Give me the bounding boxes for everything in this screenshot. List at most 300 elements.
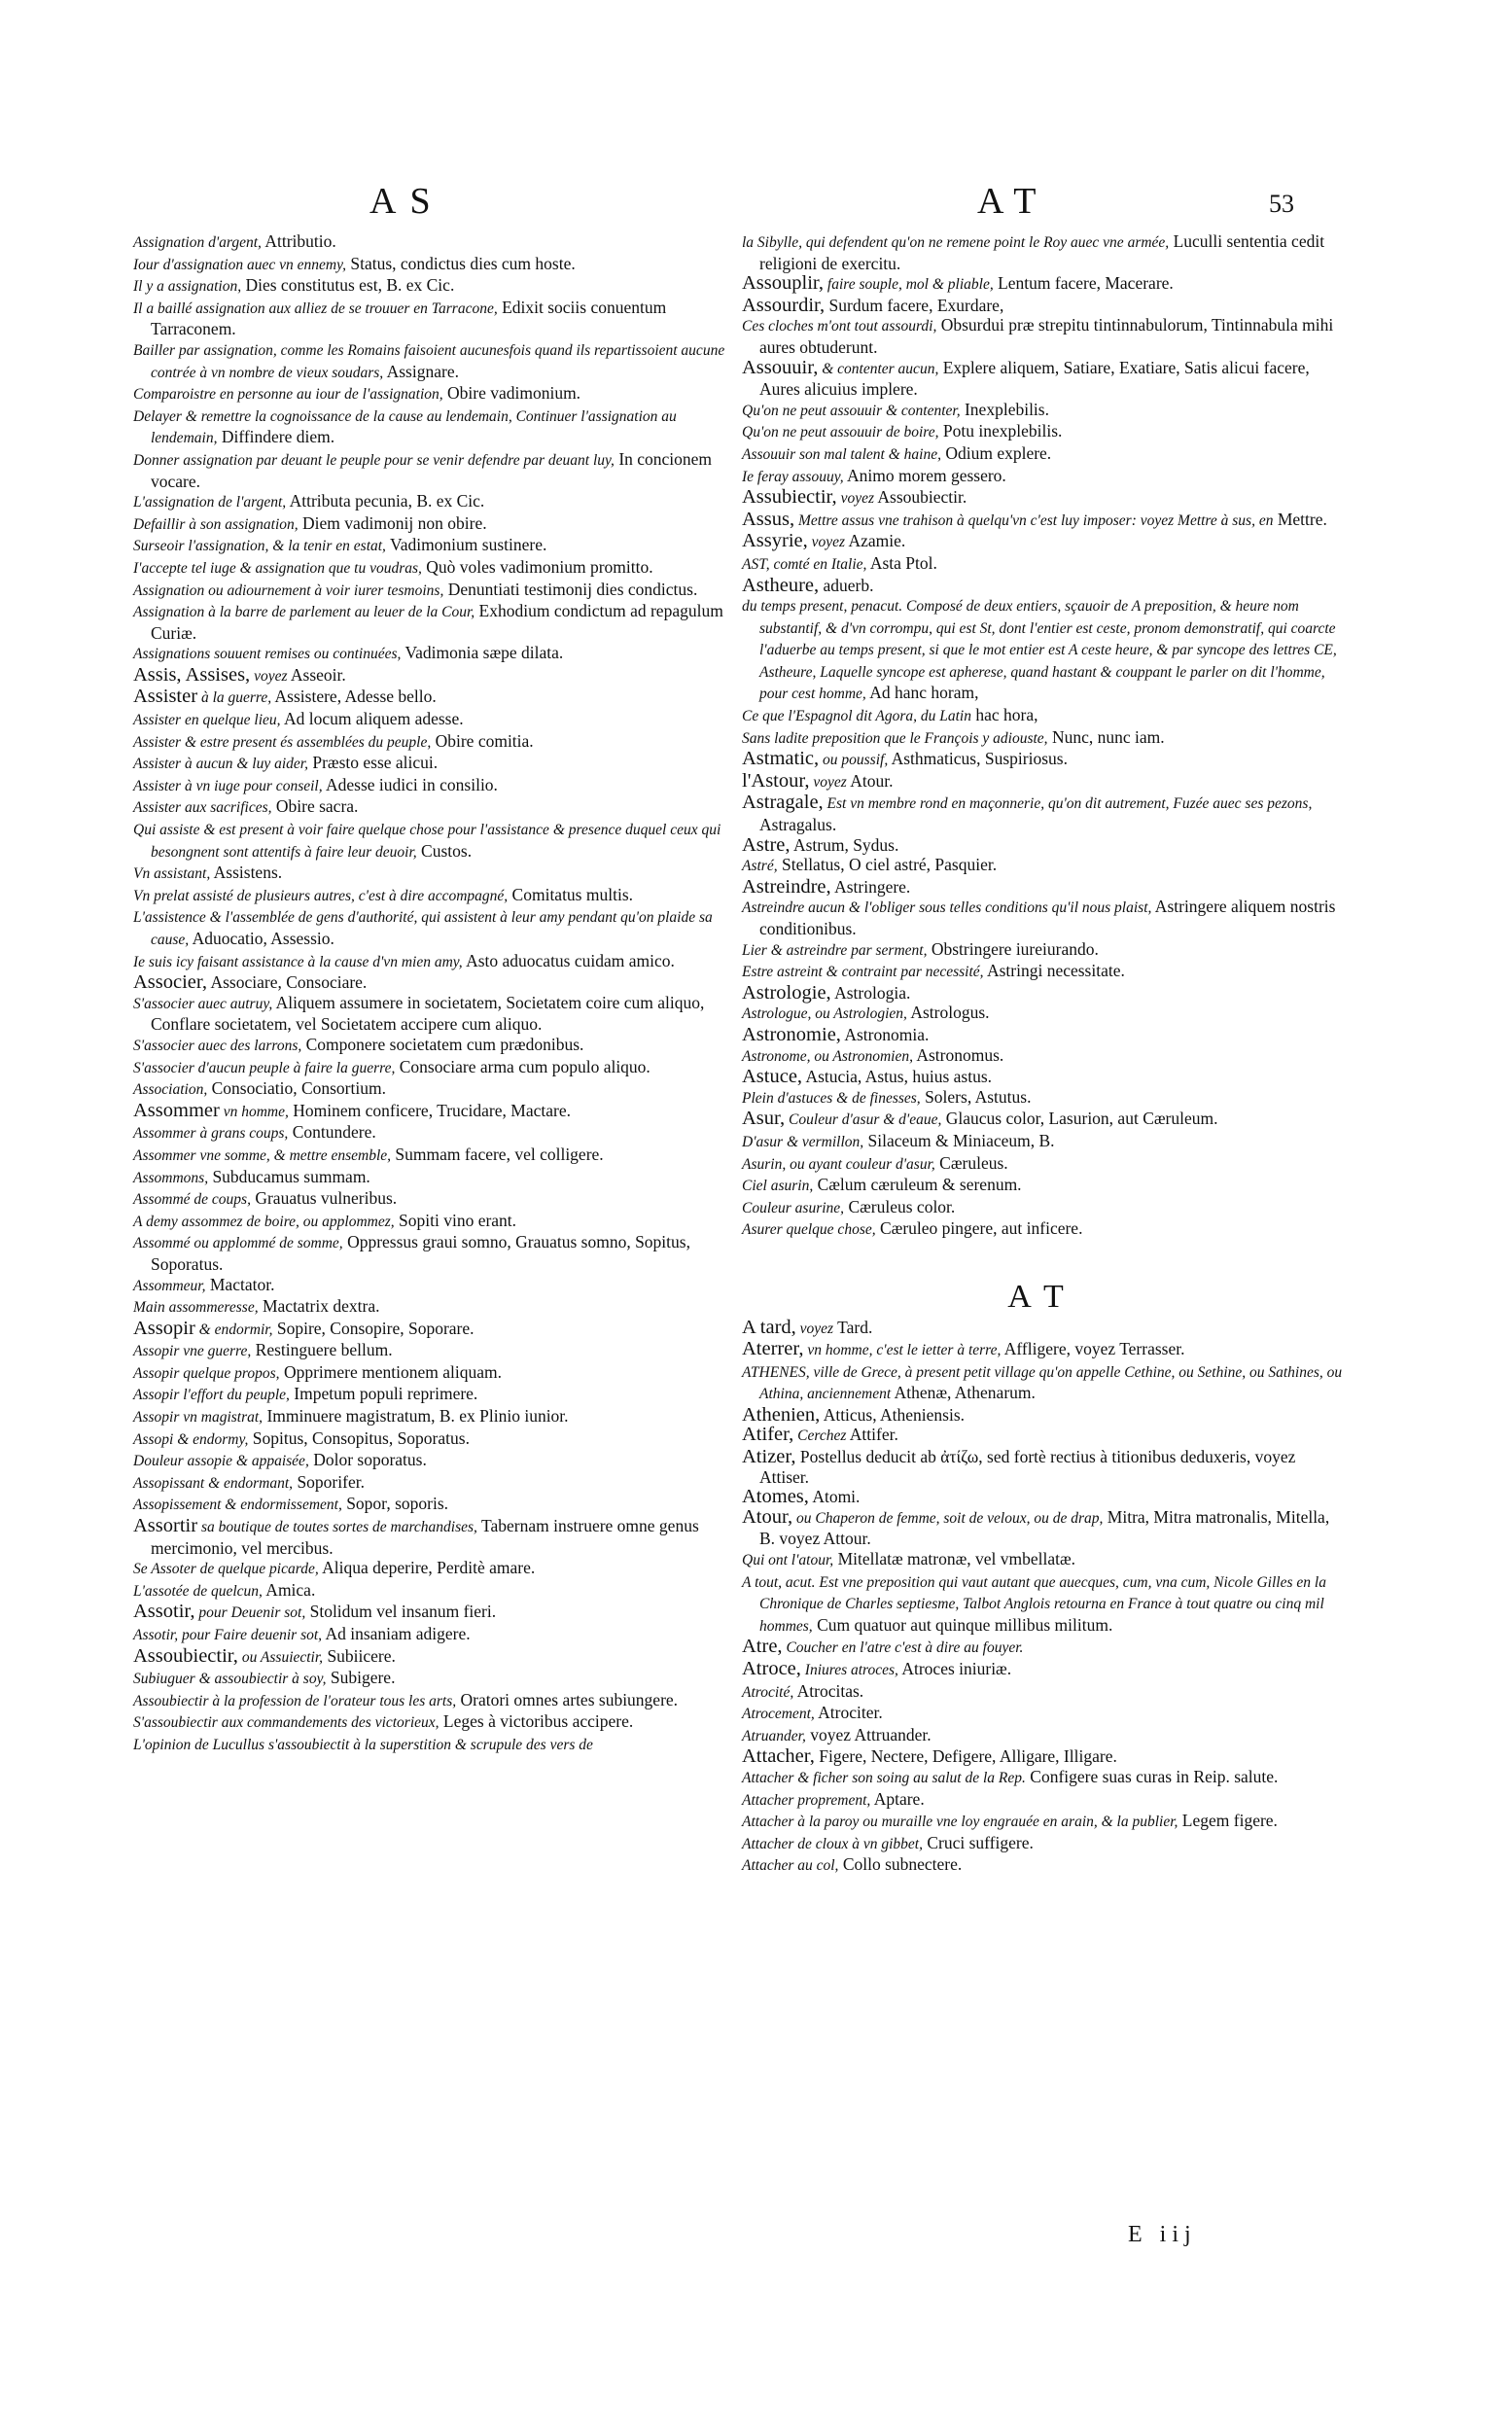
entry-french-gloss: ATHENES, ville de Grece, à present petit village qu'on appelle Cethine, ou Sethine, ou Sathines, ou Athina, anciennement [742, 1363, 1343, 1403]
entry-latin-equivalent: Custos. [416, 840, 473, 861]
entry-french-gloss: Assister à vn iuge pour conseil, [133, 777, 323, 794]
dictionary-entry [133, 1362, 736, 1385]
entry-french-gloss: Astronome, ou Astronomien, [742, 1047, 913, 1065]
entry-french-gloss: Assopi & endormy, [133, 1430, 249, 1448]
entry-french-gloss: Plein d'astuces & de finesses, [742, 1089, 921, 1107]
entry-french-gloss: Coucher en l'atre c'est à dire au fouyer. [782, 1639, 1024, 1657]
entry-latin-equivalent: Dies constitutus est, B. ex Cic. [241, 275, 455, 296]
entry-latin-equivalent: Exhodium condictum ad repagulum Curiæ. [151, 601, 723, 643]
right-column-heading: AT [977, 181, 1050, 222]
dictionary-entry [133, 1296, 736, 1319]
entry-latin-equivalent: Assignare. [383, 361, 459, 381]
entry-french-gloss: S'associer auec des larrons, [133, 1037, 302, 1054]
dictionary-entry [742, 1571, 1345, 1638]
entry-french-gloss: & endormir, [194, 1321, 273, 1338]
entry-latin-equivalent: Asta Ptol. [866, 552, 937, 573]
entry-french-gloss: Assoubiectir à la profession de l'orateur tous les arts, [133, 1692, 457, 1709]
entry-french-gloss: Attacher de cloux à vn gibbet, [742, 1835, 923, 1852]
entry-latin-equivalent: Componere societatem cum prædonibus. [301, 1034, 584, 1054]
dictionary-entry [133, 1450, 736, 1472]
entry-french-gloss: Assignation ou adiournement à voir iurer tesmoins, [133, 581, 444, 599]
dictionary-entry [742, 510, 1345, 532]
dictionary-entry [742, 466, 1345, 488]
dictionary-entry [742, 1025, 1345, 1045]
entry-latin-equivalent: Dolor soporatus. [308, 1450, 427, 1470]
dictionary-entry [133, 405, 736, 449]
entry-latin-equivalent: Cæruleus. [934, 1152, 1008, 1173]
entry-headword: Atour, [742, 1505, 793, 1528]
entry-latin-equivalent: Astrum, Sydus. [790, 834, 899, 855]
entry-latin-equivalent: Mactatrix dextra. [258, 1296, 380, 1317]
dictionary-entry [133, 557, 736, 580]
entry-french-gloss: Assignation d'argent, [133, 234, 262, 251]
entry-latin-equivalent: Obstringere iureiurando. [927, 938, 1099, 959]
entry-headword: Astreindre, [742, 875, 831, 898]
entry-latin-equivalent: Hominem conficere, Trucidare, Mactare. [288, 1100, 571, 1120]
entry-latin-equivalent: Obire comitia. [431, 730, 534, 751]
entry-french-gloss: pour Deuenir sot, [194, 1604, 306, 1622]
entry-latin-equivalent: Potu inexplebilis. [938, 421, 1063, 441]
dictionary-entry [742, 1487, 1345, 1507]
entry-french-gloss: Assommeur, [133, 1277, 206, 1294]
entry-french-gloss: Il y a assignation, [133, 278, 242, 296]
entry-latin-equivalent: Astringi necessitate. [983, 961, 1125, 981]
entry-french-gloss: Attacher proprement, [742, 1791, 871, 1809]
dictionary-entry [742, 727, 1345, 750]
entry-latin-equivalent: Sopire, Consopire, Soporare. [272, 1318, 475, 1338]
entry-latin-equivalent: Sopitus, Consopitus, Soporatus. [248, 1427, 470, 1448]
entry-french-gloss: faire souple, mol & pliable, [824, 276, 994, 294]
entry-latin-equivalent: Solers, Astutus. [920, 1086, 1032, 1107]
dictionary-entry [133, 731, 736, 754]
entry-latin-equivalent: Silaceum & Miniaceum, B. [863, 1130, 1055, 1150]
entry-latin-equivalent: Inexplebilis. [960, 399, 1049, 419]
entry-latin-equivalent: Aduocatio, Assessio. [189, 929, 334, 948]
dictionary-entry [742, 1637, 1345, 1659]
dictionary-entry [133, 1122, 736, 1145]
entry-latin-equivalent: Mitellatæ matronæ, vel vmbellatæ. [833, 1549, 1076, 1569]
entry-french-gloss: Assopissement & endormissement, [133, 1497, 342, 1514]
entry-latin-equivalent: Atomi. [808, 1487, 861, 1507]
entry-latin-equivalent: Glaucus color, Lasurion, aut Cæruleum. [941, 1109, 1218, 1129]
entry-latin-equivalent: Aptare. [870, 1788, 925, 1809]
entry-french-gloss: Astré, [742, 858, 778, 875]
entry-latin-equivalent: Configere suas curas in Reip. salute. [1025, 1766, 1279, 1786]
entry-latin-equivalent: Mitra, Mitra matronalis, Mitella, B. voyez Attour. [759, 1506, 1330, 1549]
dictionary-entry [133, 665, 736, 687]
dictionary-entry [133, 1668, 736, 1690]
dictionary-entry [133, 1101, 736, 1123]
entry-french-gloss: Attacher au col, [742, 1857, 839, 1875]
dictionary-entry [133, 231, 736, 254]
entry-french-gloss: I'accepte tel iuge & assignation que tu voudras, [133, 559, 422, 577]
entry-latin-equivalent: Atrocitas. [793, 1680, 864, 1701]
dictionary-entry [742, 961, 1345, 983]
entry-french-gloss: Qui ont l'atour, [742, 1552, 834, 1569]
entry-french-gloss: voyez [809, 773, 847, 791]
entry-french-gloss: Atruander, [742, 1727, 806, 1744]
left-column-heading: AS [369, 181, 444, 222]
dictionary-entry [742, 793, 1345, 834]
dictionary-entry [133, 1558, 736, 1580]
dictionary-entry [742, 877, 1345, 898]
dictionary-entry [742, 400, 1345, 422]
entry-french-gloss: du temps present, penacut. Composé de deux entiers, sçauoir de A preposition, & heure nom substantif, & d'vn corrompu, qui est St, dont l'entier est ceste, pronom demonstratif, qui coarcte l'aduerbe au temps present, si que le mot entier est A ceste heure, & par syncope des lettres CE, Astheure, Laquelle syncope est apherese, quand hastant & couppant le parler on dit l'homme, pour cest homme, [742, 598, 1337, 703]
entry-headword: Assister [133, 686, 198, 708]
entry-french-gloss: Attacher à la paroy ou muraille vne loy engrauée en arain, & la publier, [742, 1814, 1178, 1831]
dictionary-entry [742, 273, 1345, 296]
entry-latin-equivalent: Aliqua deperire, Perditè amare. [318, 1558, 536, 1578]
dictionary-entry [133, 1188, 736, 1211]
dictionary-entry [133, 1211, 736, 1233]
dictionary-entry [133, 1494, 736, 1516]
dictionary-entry [742, 1681, 1345, 1704]
entry-latin-equivalent: Astragalus. [759, 815, 837, 835]
entry-french-gloss: Ciel asurin, [742, 1178, 814, 1195]
dictionary-entry [742, 1405, 1345, 1426]
entry-french-gloss: Assopir vne guerre, [133, 1343, 252, 1360]
dictionary-entry [742, 1067, 1345, 1087]
dictionary-entry [742, 553, 1345, 576]
entry-headword: Associer, [133, 971, 208, 994]
dictionary-entry [133, 687, 736, 709]
dictionary-entry [742, 1833, 1345, 1855]
dictionary-entry [133, 906, 736, 950]
entry-french-gloss: Atrocité, [742, 1683, 794, 1701]
entry-latin-equivalent: Impetum populi reprimere. [289, 1384, 478, 1404]
entry-french-gloss: Asurer quelque chose, [742, 1221, 876, 1239]
entry-french-gloss: Donner assignation par deuant le peuple pour se venir defendre par deuant luy, [133, 451, 615, 469]
entry-latin-equivalent: Figere, Nectere, Defigere, Alligare, Illigare. [814, 1746, 1117, 1767]
entry-latin-equivalent: Denuntiati testimonij dies condictus. [443, 579, 698, 599]
entry-latin-equivalent: Subiicere. [323, 1645, 396, 1666]
section-heading-at: AT [1007, 1278, 1079, 1315]
dictionary-entry [133, 1232, 736, 1274]
entry-latin-equivalent: aduerb. [819, 575, 874, 595]
dictionary-entry [742, 1854, 1345, 1877]
dictionary-entry [133, 513, 736, 536]
entry-french-gloss: Bailler par assignation, comme les Romains faisoient aucunesfois quand ils repartissoient aucune contrée à vn nombre de vieux soudars, [133, 341, 725, 381]
entry-french-gloss: vn homme, [219, 1103, 289, 1120]
entry-latin-equivalent: Collo subnectere. [838, 1854, 963, 1875]
entry-latin-equivalent: Aliquem assumere in societatem, Societatem coire cum aliquo, Conflare societatem, vel Societatem accipere cum aliquo. [151, 992, 705, 1035]
dictionary-entry [133, 1580, 736, 1603]
entry-headword: Atizer, [742, 1446, 796, 1468]
dictionary-entry [742, 443, 1345, 466]
entry-latin-equivalent: Astronomus. [912, 1044, 1004, 1065]
dictionary-entry [133, 298, 736, 339]
dictionary-entry [742, 1767, 1345, 1789]
dictionary-entry [133, 1711, 736, 1734]
entry-headword: l'Astour, [742, 769, 810, 792]
entry-french-gloss: AST, comté en Italie, [742, 555, 867, 573]
dictionary-entry [133, 1340, 736, 1362]
entry-french-gloss: Delayer & remettre la cognoissance de la cause au lendemain, Continuer l'assignation au lendemain, [133, 407, 677, 447]
entry-headword: Assis, Assises, [133, 663, 251, 686]
entry-latin-equivalent: Cæruleo pingere, aut inficere. [875, 1218, 1083, 1239]
entry-headword: Aterrer, [742, 1338, 804, 1360]
dictionary-entry [742, 1197, 1345, 1219]
entry-headword: Astragale, [742, 792, 824, 814]
entry-french-gloss: Iniures atroces, [800, 1662, 898, 1678]
dictionary-entry [742, 939, 1345, 962]
dictionary-entry [133, 1602, 736, 1624]
dictionary-entry [742, 705, 1345, 727]
entry-latin-equivalent: Asthmaticus, Suspiriosus. [888, 749, 1068, 769]
dictionary-entry [133, 1624, 736, 1646]
dictionary-entry [133, 993, 736, 1035]
entry-french-gloss: Subiuguer & assoubiectir à soy, [133, 1671, 327, 1688]
entry-french-gloss: Qu'on ne peut assouuir & contenter, [742, 402, 961, 419]
right-column-at-entries [742, 1318, 1345, 1877]
entry-french-gloss: voyez [836, 490, 874, 508]
entry-french-gloss: Assignation à la barre de parlement au leuer de la Cour, [133, 604, 475, 621]
dictionary-entry [742, 1725, 1345, 1747]
entry-headword: Atifer, [742, 1424, 794, 1446]
entry-french-gloss: Qui assiste & est present à voir faire quelque chose pour l'assistance & presence duquel ceux qui besongnent sont attentifs à faire leur deuoir, [133, 822, 721, 861]
entry-french-gloss: Comparoistre en personne au iour de l'assignation, [133, 386, 443, 404]
entry-latin-equivalent: Diffindere diem. [217, 427, 335, 447]
entry-latin-equivalent: Explere aliquem, Satiare, Exatiare, Satis alicui facere, Aures alicuius implere. [759, 357, 1310, 400]
entry-latin-equivalent: Attifer. [846, 1425, 898, 1445]
entry-headword: Assommer [133, 1099, 220, 1121]
entry-latin-equivalent: Nunc, nunc iam. [1047, 726, 1165, 747]
entry-latin-equivalent: Astrologia. [830, 982, 911, 1003]
dictionary-entry [742, 576, 1345, 596]
dictionary-entry [133, 1035, 736, 1057]
entry-latin-equivalent: Attributio. [261, 231, 336, 251]
entry-french-gloss: Assommé de coups, [133, 1191, 251, 1209]
signature-mark: E iij [1128, 2222, 1197, 2247]
entry-french-gloss: Assopissant & endormant, [133, 1474, 294, 1492]
entry-latin-equivalent: Astrologus. [906, 1003, 990, 1023]
entry-latin-equivalent: Astronomia. [840, 1024, 930, 1044]
dictionary-entry [133, 254, 736, 276]
entry-latin-equivalent: Imminuere magistratum, B. ex Plinio iunior. [263, 1406, 569, 1427]
entry-french-gloss: L'assistence & l'assemblée de gens d'authorité, qui assistent à leur amy pendant qu'on plaide sa cause, [133, 909, 713, 948]
entry-latin-equivalent: Cruci suffigere. [922, 1832, 1034, 1852]
dictionary-entry [742, 1218, 1345, 1241]
entry-latin-equivalent: Subducamus summam. [208, 1166, 370, 1186]
dictionary-entry [133, 275, 736, 298]
entry-latin-equivalent: Cælum cæruleum & serenum. [813, 1175, 1022, 1195]
dictionary-entry [742, 1425, 1345, 1447]
entry-latin-equivalent: Soporifer. [293, 1471, 365, 1492]
dictionary-entry [133, 1078, 736, 1101]
entry-latin-equivalent: Oratori omnes artes subiungere. [456, 1689, 679, 1709]
entry-latin-equivalent: Præsto esse alicui. [307, 753, 439, 773]
entry-french-gloss: Estre astreint & contraint par necessité, [742, 964, 984, 981]
dictionary-entry [742, 1703, 1345, 1725]
entry-french-gloss: L'assotée de quelcun, [133, 1582, 263, 1600]
entry-latin-equivalent: Lentum facere, Macerare. [993, 273, 1174, 294]
dictionary-entry [742, 487, 1345, 510]
dictionary-entry [133, 753, 736, 775]
entry-french-gloss: Ce que l'Espagnol dit Agora, du Latin [742, 708, 971, 725]
dictionary-entry [742, 1361, 1345, 1405]
dictionary-entry [133, 1275, 736, 1297]
entry-french-gloss: Assopir vn magistrat, [133, 1409, 264, 1427]
dictionary-entry [133, 885, 736, 907]
dictionary-entry [133, 1319, 736, 1341]
entry-headword: Assopir [133, 1317, 195, 1339]
entry-french-gloss: Ie suis icy faisant assistance à la cause d'vn mien amy, [133, 953, 463, 970]
entry-latin-equivalent: Assistere, Adesse bello. [271, 687, 437, 707]
entry-latin-equivalent: Azamie. [845, 531, 906, 551]
entry-latin-equivalent: Amica. [262, 1579, 316, 1600]
entry-latin-equivalent: Summam facere, vel colligere. [391, 1144, 604, 1164]
entry-latin-equivalent: Legem figere. [1178, 1811, 1278, 1831]
entry-headword: A tard, [742, 1316, 796, 1338]
entry-headword: Attacher, [742, 1745, 815, 1768]
running-header [0, 180, 1512, 238]
entry-headword: Assyrie, [742, 530, 808, 552]
entry-french-gloss: S'associer d'aucun peuple à faire la guerre, [133, 1059, 396, 1076]
entry-french-gloss: la Sibylle, qui defendent qu'on ne remene point le Roy auec vne armée, [742, 234, 1170, 251]
dictionary-entry [133, 775, 736, 797]
entry-french-gloss: ou Chaperon de femme, soit de veloux, ou de drap, [792, 1509, 1104, 1527]
entry-latin-equivalent: Assistens. [210, 863, 283, 883]
entry-latin-equivalent: Adesse iudici in consilio. [322, 774, 498, 794]
entry-french-gloss: L'opinion de Lucullus s'assoubiectit à la superstition & scrupule des vers de [133, 1736, 593, 1753]
dictionary-entry [742, 1003, 1345, 1025]
entry-latin-equivalent: Luculli sententia cedit religioni de exercitu. [759, 231, 1325, 273]
right-column-as-entries [742, 231, 1345, 1241]
entry-french-gloss: Se Assoter de quelque picarde, [133, 1561, 319, 1578]
entry-headword: Assourdir, [742, 294, 826, 316]
entry-french-gloss: voyez [807, 534, 846, 551]
entry-french-gloss: Assister à aucun & luy aider, [133, 756, 308, 773]
entry-french-gloss: Assotir, pour Faire deuenir sot, [133, 1627, 323, 1643]
entry-latin-equivalent: Atroces iniuriæ. [897, 1659, 1012, 1678]
entry-latin-equivalent: Diem vadimonij non obire. [298, 512, 487, 533]
dictionary-entry [133, 601, 736, 643]
entry-latin-equivalent: Atrociter. [814, 1703, 883, 1723]
dictionary-entry [742, 1507, 1345, 1549]
entry-latin-equivalent: Stellatus, O ciel astré, Pasquier. [777, 855, 998, 875]
dictionary-entry [742, 1175, 1345, 1197]
entry-latin-equivalent: In concionem vocare. [151, 448, 713, 491]
entry-french-gloss: S'associer auec autruy, [133, 995, 273, 1012]
entry-french-gloss: Il a baillé assignation aux alliez de se trouuer en Tarracone, [133, 299, 498, 317]
entry-french-gloss: A demy assommez de boire, ou applommez, [133, 1213, 395, 1230]
dictionary-entry [133, 951, 736, 973]
dictionary-entry [133, 535, 736, 557]
right-column [742, 231, 1345, 1877]
entry-latin-equivalent: hac hora, [970, 705, 1038, 725]
entry-french-gloss: Attacher & ficher son soing au salut de la Rep. [742, 1769, 1026, 1786]
entry-headword: Assotir, [133, 1601, 195, 1623]
entry-french-gloss: Vn prelat assisté de plusieurs autres, c'est à dire accompagné, [133, 887, 509, 904]
entry-latin-equivalent: Sopiti vino erant. [394, 1210, 517, 1230]
entry-latin-equivalent: Vadimonium sustinere. [385, 535, 547, 555]
entry-latin-equivalent: Status, condictus dies cum hoste. [345, 253, 576, 273]
dictionary-entry [742, 835, 1345, 856]
entry-latin-equivalent: Atticus, Atheniensis. [820, 1404, 966, 1425]
entry-latin-equivalent: Grauatus vulneribus. [250, 1188, 398, 1209]
entry-french-gloss: Sans ladite preposition que le François y adiouste, [742, 729, 1048, 747]
dictionary-entry [742, 358, 1345, 400]
dictionary-entry [742, 315, 1345, 357]
entry-french-gloss: Qu'on ne peut assouuir de boire, [742, 424, 939, 441]
entry-latin-equivalent: Opprimere mentionem aliquam. [279, 1361, 502, 1382]
dictionary-entry [742, 595, 1345, 705]
entry-french-gloss: Est vn membre rond en maçonnerie, qu'on dit autrement, Fuzée auec ses pezons, [823, 795, 1313, 813]
entry-french-gloss: Ie feray assouuy, [742, 468, 844, 485]
dictionary-entry [133, 1145, 736, 1167]
entry-french-gloss: Defaillir à son assignation, [133, 515, 299, 533]
entry-headword: Assouuir, [742, 356, 819, 378]
entry-latin-equivalent: Leges à victoribus accipere. [439, 1711, 634, 1732]
entry-latin-equivalent: Attributa pecunia, B. ex Cic. [286, 491, 485, 511]
entry-headword: Astmatic, [742, 748, 820, 770]
dictionary-entry [742, 1549, 1345, 1571]
entry-latin-equivalent: Stolidum vel insanum fieri. [305, 1602, 497, 1622]
dictionary-entry [133, 709, 736, 731]
dictionary-entry [133, 1472, 736, 1495]
entry-french-gloss: sa boutique de toutes sortes de marchandises, [197, 1519, 477, 1536]
dictionary-entry [133, 383, 736, 405]
entry-latin-equivalent: Mettre. [1273, 509, 1327, 529]
entry-latin-equivalent: Affligere, voyez Terrasser. [1001, 1339, 1185, 1359]
entry-french-gloss: Assopir l'effort du peuple, [133, 1387, 290, 1404]
entry-latin-equivalent: Tard. [833, 1317, 873, 1337]
entry-french-gloss: Cerchez [793, 1427, 847, 1445]
entry-latin-equivalent: Associare, Consociare. [207, 972, 368, 993]
entry-headword: Assus, [742, 508, 795, 530]
entry-french-gloss: Vn assistant, [133, 865, 211, 883]
entry-latin-equivalent: Obsurdui præ strepitu tintinnabulorum, Tintinnabula mihi aures obtuderunt. [759, 315, 1334, 357]
entry-french-gloss: & contenter aucun, [818, 360, 939, 377]
entry-french-gloss: Lier & astreindre par serment, [742, 941, 928, 959]
entry-latin-equivalent: Restinguere bellum. [251, 1340, 393, 1360]
dictionary-entry [133, 1406, 736, 1428]
left-column [133, 231, 736, 1756]
dictionary-entry [742, 1109, 1345, 1131]
entry-french-gloss: Mettre assus vne trahison à quelqu'vn c'est luy imposer: voyez Mettre à sus, en [794, 511, 1274, 529]
entry-french-gloss: Ces cloches m'ont tout assourdi, [742, 318, 937, 335]
dictionary-entry [742, 1659, 1345, 1681]
entry-french-gloss: à la guerre, [197, 689, 272, 707]
entry-latin-equivalent: Ad hanc horam, [865, 683, 979, 703]
entry-french-gloss: Douleur assopie & appaisée, [133, 1453, 309, 1470]
dictionary-entry [742, 897, 1345, 938]
entry-latin-equivalent: Consociare arma cum populo aliquo. [395, 1056, 651, 1076]
entry-latin-equivalent: Sopor, soporis. [341, 1494, 448, 1514]
entry-french-gloss: Astreindre aucun & l'obliger sous telles conditions qu'il nous plaist, [742, 899, 1152, 917]
dictionary-entry [133, 1057, 736, 1079]
entry-latin-equivalent: Tabernam instruere omne genus mercimonio, vel mercibus. [151, 1516, 699, 1558]
dictionary-entry [133, 580, 736, 602]
dictionary-entry [133, 1646, 736, 1669]
dictionary-entry [133, 449, 736, 491]
entry-french-gloss: D'asur & vermillon, [742, 1133, 864, 1150]
entry-latin-equivalent: Cæruleus color. [844, 1196, 956, 1216]
dictionary-entry [742, 1131, 1345, 1153]
entry-headword: Athenien, [742, 1403, 821, 1426]
dictionary-entry [742, 531, 1345, 553]
page-number: 53 [1269, 190, 1294, 218]
dictionary-entry [133, 1428, 736, 1451]
dictionary-entry [742, 1153, 1345, 1176]
entry-headword: Assouplir, [742, 272, 825, 295]
dictionary-entry [133, 339, 736, 383]
entry-latin-equivalent: Obire vadimonium. [442, 383, 581, 404]
entry-french-gloss: Assommer à grans coups, [133, 1125, 289, 1143]
entry-latin-equivalent: Edixit sociis conuentum Tarraconem. [151, 297, 667, 339]
dictionary-entry [133, 491, 736, 513]
dictionary-entry [133, 819, 736, 863]
